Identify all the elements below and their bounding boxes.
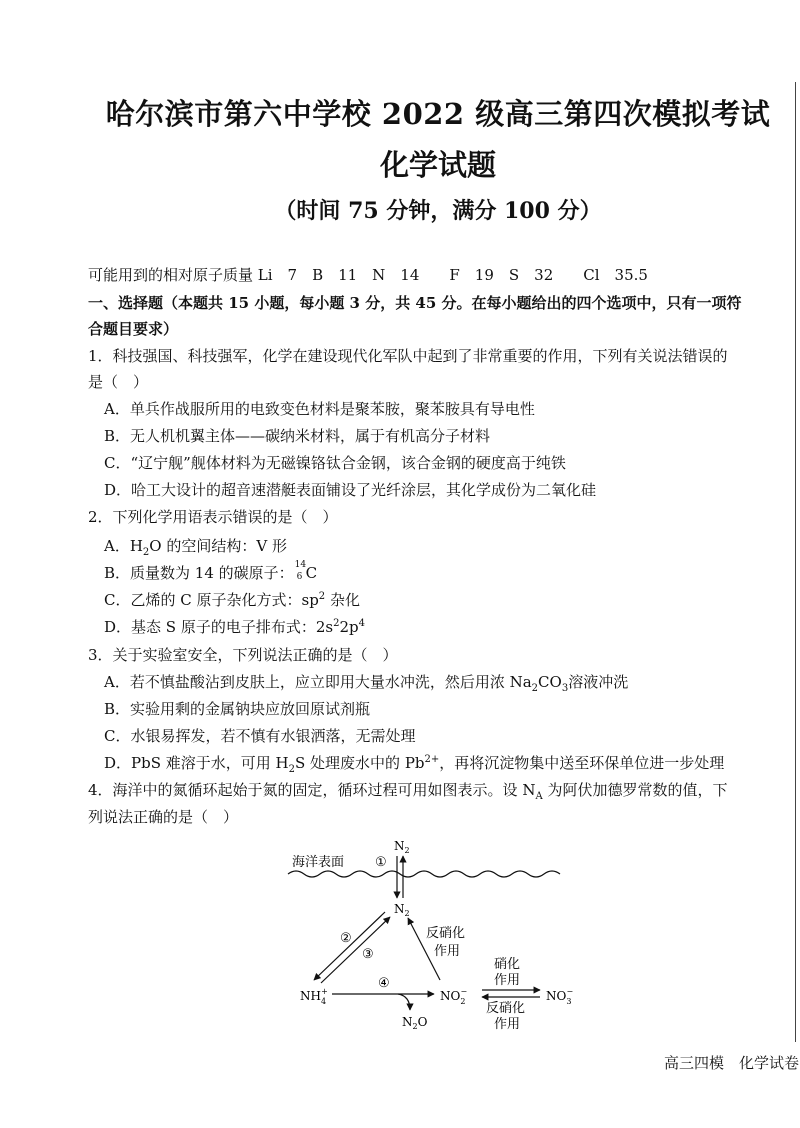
section1-heading-cont: 合题目要求）: [88, 320, 179, 338]
nh4-label: $NH_4+$: [300, 987, 328, 1006]
page-edge-line: [795, 82, 796, 1042]
denit-label-a: 反硝化: [426, 926, 466, 941]
q2-option-d: D．基态 S 原子的电子排布式：$2s^22p^4$: [104, 618, 365, 636]
step-1-label: ①: [375, 855, 387, 870]
nitrogen-cycle-diagram: [270, 832, 610, 1032]
q1-stem-cont: 是（ ）: [88, 373, 149, 391]
nit-label: 硝化: [494, 957, 521, 972]
page-footer: 高三四模 化学试卷: [664, 1054, 800, 1072]
q3-option-a: A．若不慎盐酸沾到皮肤上，应立即用大量水冲洗，然后用浓 $Na_2CO_3$溶液冲洗: [104, 673, 629, 694]
surface-label: 海洋表面: [292, 855, 345, 870]
top-n2: $N_2$: [394, 839, 410, 855]
arrow-nh4-to-n2: [321, 917, 390, 983]
q1-option-d: D．哈工大设计的超音速潜艇表面铺设了光纤涂层，其化学成份为二氧化硅: [104, 481, 597, 499]
q1-option-a: A．单兵作战服所用的电致变色材料是聚苯胺，聚苯胺具有导电性: [104, 400, 535, 418]
step-2-label: ②: [340, 931, 352, 946]
q3-stem: 3．关于实验室安全，下列说法正确的是（ ）: [88, 646, 398, 664]
q1-stem: 1．科技强国、科技强军，化学在建设现代化军队中起到了非常重要的作用，下列有关说法错误的: [88, 347, 728, 365]
q1-option-c: C．“辽宁舰”舰体材料为无磁镍铬钛合金钢，该合金钢的硬度高于纯铁: [104, 454, 566, 472]
arrow-to-n2o: [398, 994, 410, 1010]
subject-title: 化学试题: [379, 148, 496, 182]
exam-title: 哈尔滨市第六中学校 2022 级高三第四次模拟考试: [105, 97, 771, 131]
denit-label-a2: 作用: [434, 944, 461, 959]
q3-option-b: B．实验用剩的金属钠块应放回原试剂瓶: [104, 700, 371, 718]
q2-option-b: B．质量数为 14 的碳原子： 14 6 C: [104, 560, 318, 582]
q1-option-b: B．无人机机翼主体——碳纳米材料，属于有机高分子材料: [104, 427, 491, 445]
q4-stem: 4．海洋中的氮循环起始于氮的固定，循环过程可用如图表示。设 $N_A$ 为阿伏加德罗常数的值，下: [88, 781, 728, 802]
q4-stem-cont: 列说法正确的是（ ）: [88, 808, 239, 826]
step-3-label: ③: [362, 947, 374, 962]
no2-label: $NO_2-$: [440, 987, 468, 1006]
nit-label2: 作用: [494, 973, 521, 988]
time-note: （时间 75 分钟，满分 100 分）: [274, 198, 602, 224]
q2-option-c: C．乙烯的 C 原子杂化方式：$sp^2$ 杂化: [104, 591, 360, 609]
section1-heading: 一、选择题（本题共 15 小题，每小题 3 分，共 45 分。在每小题给出的四个选项中，只有一项符: [88, 294, 742, 312]
q2-option-a: A．$H_2O$ 的空间结构：V 形: [104, 537, 287, 558]
q3-option-d: D．PbS 难溶于水，可用 $H_2S$ 处理废水中的 $Pb^{2+}$，再将沉淀物集中送至环保单位进一步处理: [104, 754, 725, 775]
step-4-label: ④: [378, 976, 390, 991]
q2-stem: 2．下列化学用语表示错误的是（ ）: [88, 508, 338, 526]
denit-label-b: 反硝化: [486, 1001, 526, 1016]
no3-label: $NO_3-$: [546, 987, 574, 1006]
ocean-surface-wave: [288, 871, 560, 877]
n2o-label: $N_2O$: [402, 1015, 428, 1031]
atomic-masses: 可能用到的相对原子质量 Li 7 B 11 N 14 F 19 S 32 Cl 35.5: [88, 266, 648, 284]
denit-label-b2: 作用: [494, 1017, 521, 1032]
mid-n2: $N_2$: [394, 902, 410, 918]
q3-option-c: C．水银易挥发，若不慎有水银洒落，无需处理: [104, 727, 416, 745]
arrow-n2-to-nh4: [314, 912, 385, 980]
